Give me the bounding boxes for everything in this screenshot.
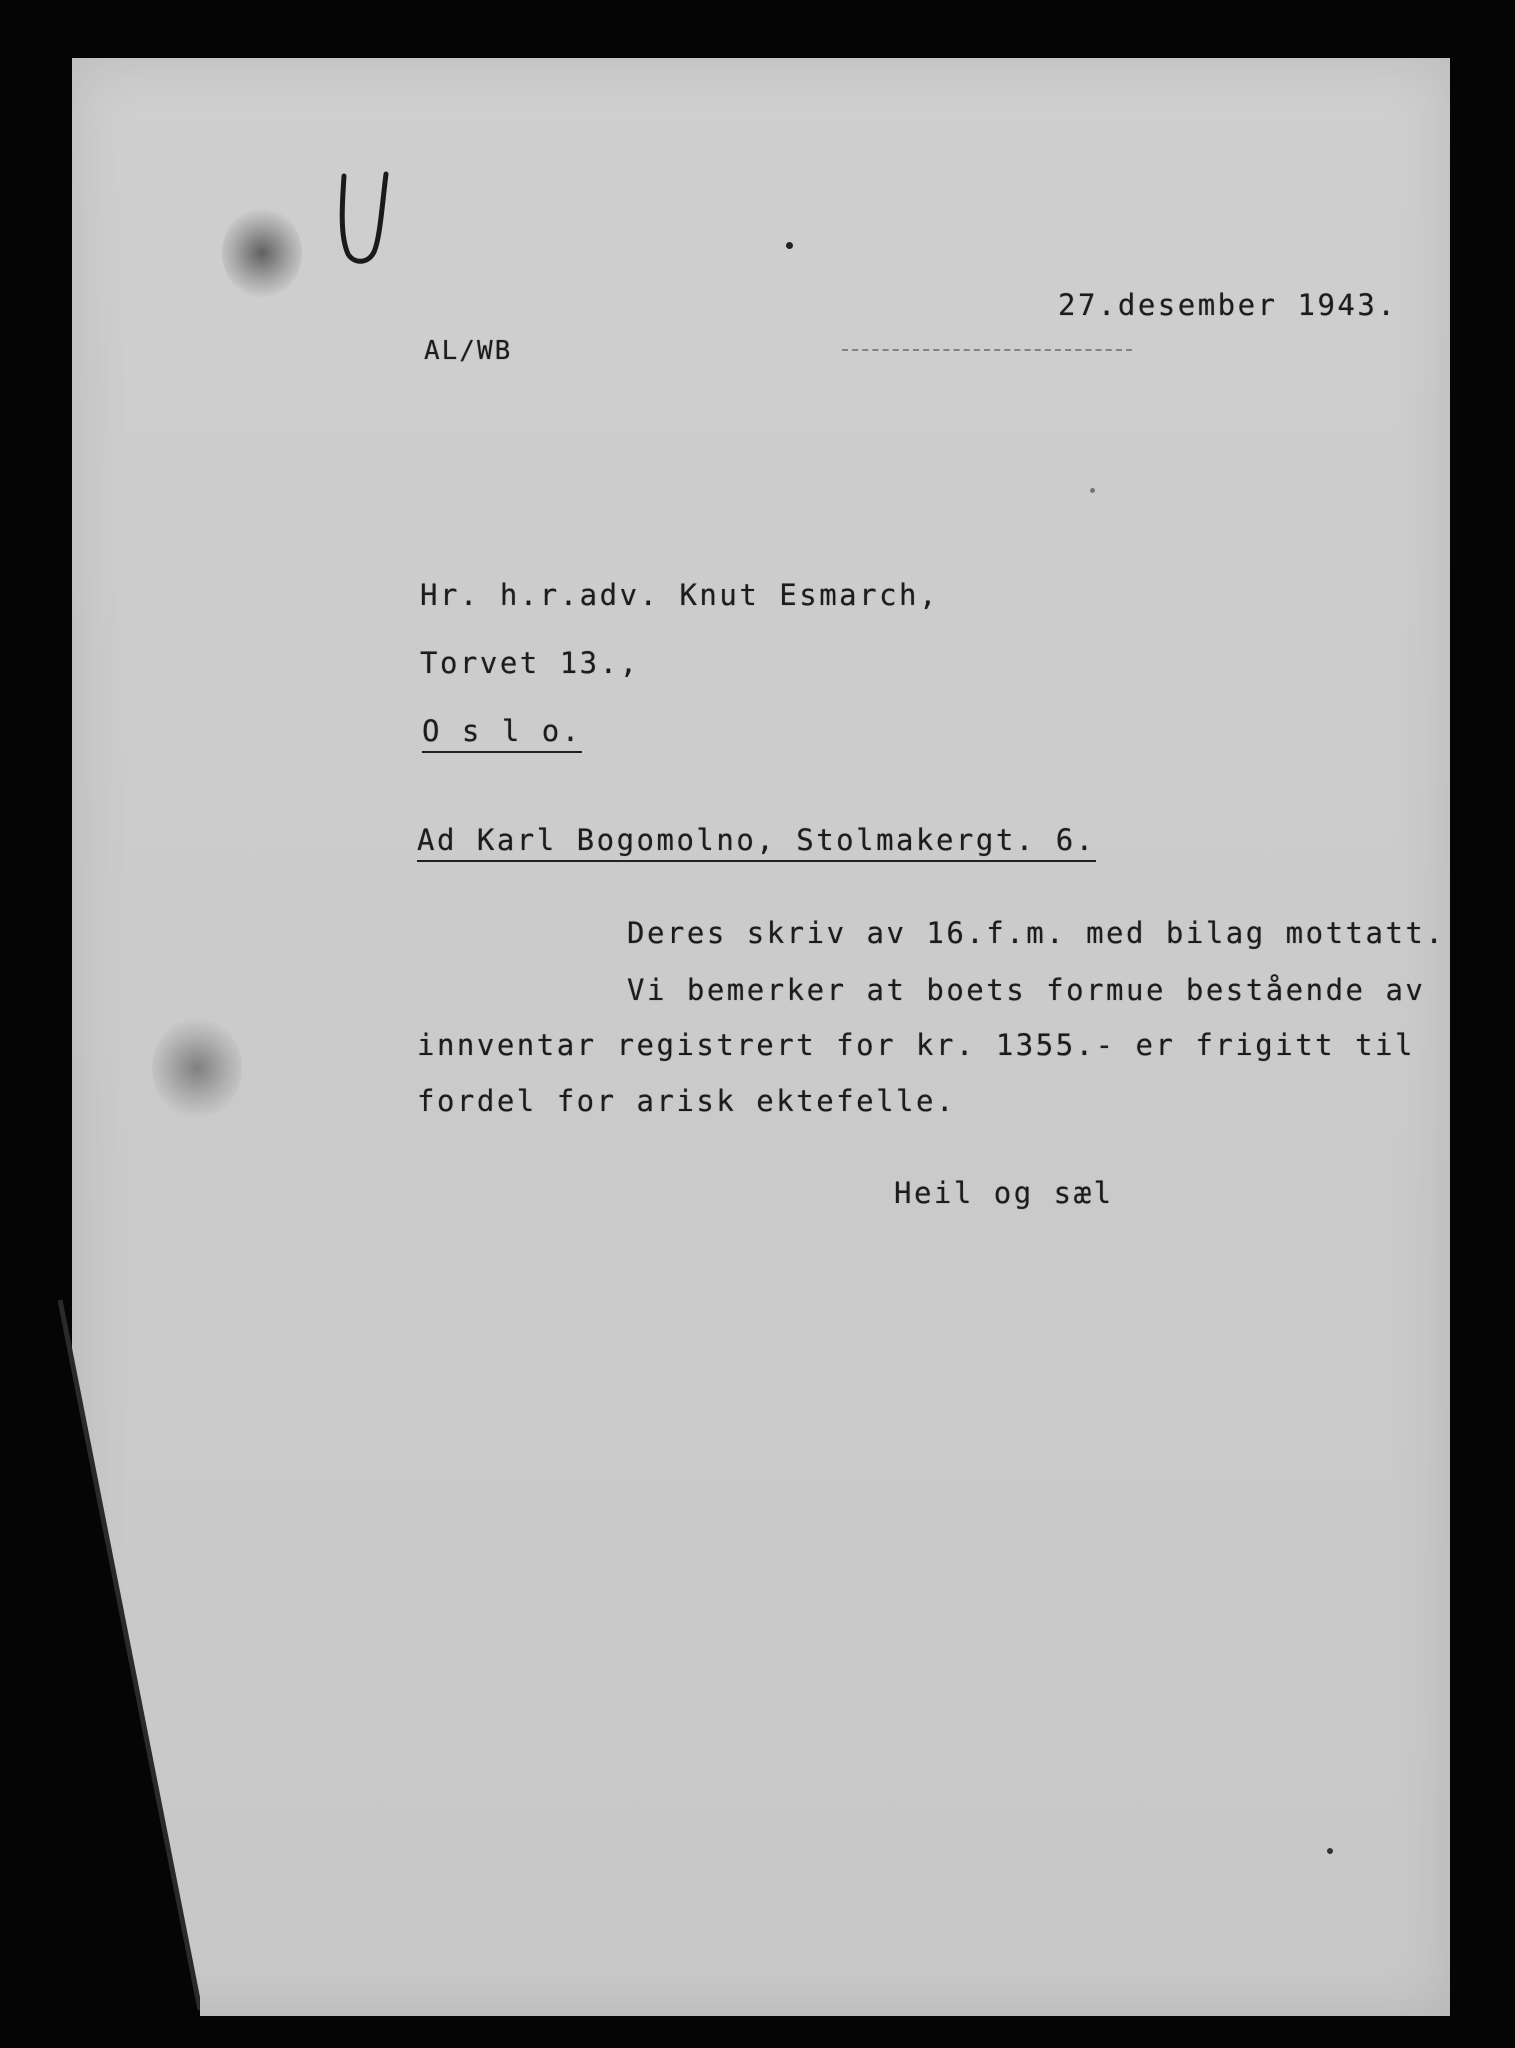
ink-dot <box>786 242 793 249</box>
recipient-city: O s l o. <box>422 714 582 753</box>
ink-dot-small <box>1327 1848 1333 1854</box>
recipient-line-1: Hr. h.r.adv. Knut Esmarch, <box>420 578 939 612</box>
body-line-4: fordel for arisk ektefelle. <box>417 1084 956 1118</box>
ink-dot-small <box>1090 488 1095 493</box>
faint-rule <box>842 349 1132 351</box>
reference-initials: AL/WB <box>424 336 513 366</box>
subject-line: Ad Karl Bogomolno, Stolmakergt. 6. <box>417 823 1096 862</box>
body-line-1: Deres skriv av 16.f.m. med bilag mottatt. <box>627 916 1446 950</box>
handwritten-mark <box>334 166 394 276</box>
body-line-3: innventar registrert for kr. 1355.- er frigitt til <box>417 1028 1415 1062</box>
ink-smudge-top <box>222 208 302 298</box>
body-line-2: Vi bemerker at boets formue bestående av <box>627 973 1426 1007</box>
letter-date: 27.desember 1943. <box>1058 288 1398 322</box>
recipient-line-2: Torvet 13., <box>420 646 640 680</box>
paper-sheet <box>72 58 1450 2016</box>
ink-smudge-left <box>152 1018 242 1118</box>
closing-salutation: Heil og sæl <box>894 1176 1114 1210</box>
